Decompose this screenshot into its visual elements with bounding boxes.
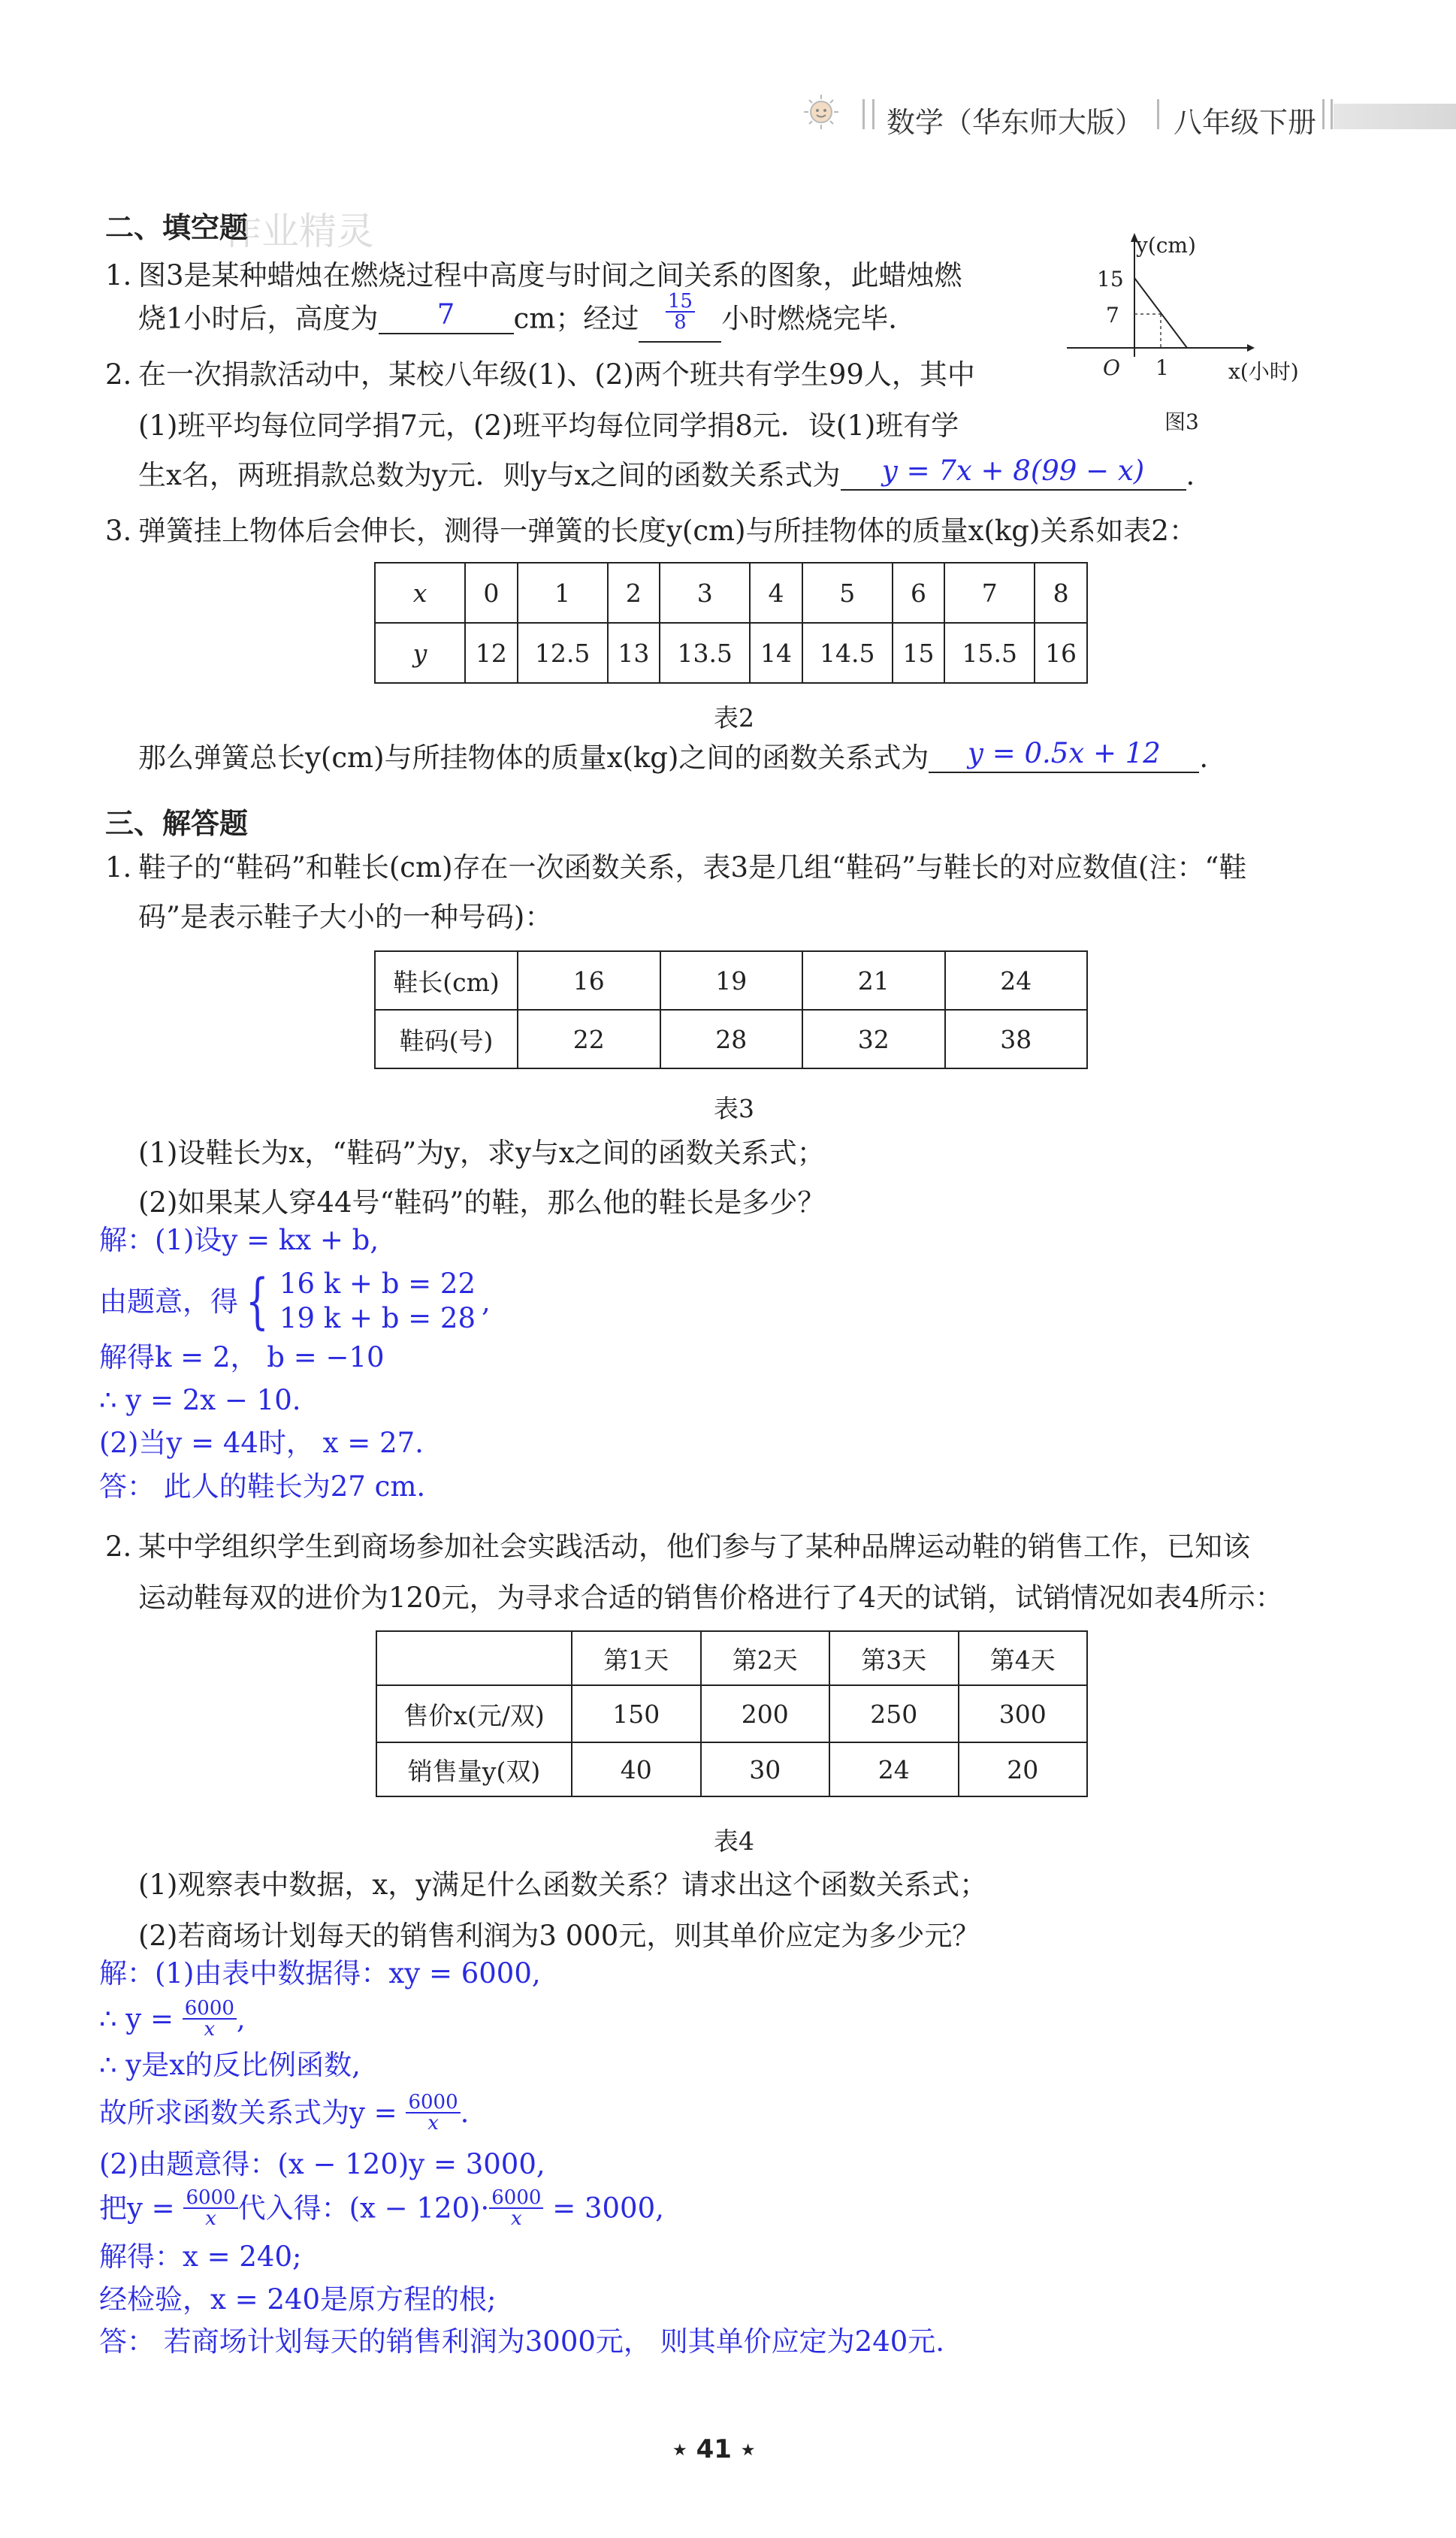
s2-sol-l2b: ,: [236, 2002, 246, 2035]
s2-sol-l3: ∴ y是x的反比例函数,: [99, 2049, 361, 2081]
header-gray-bar: [1334, 104, 1456, 129]
table4-corner: [376, 1631, 572, 1685]
header-divider-1: [862, 99, 875, 129]
q1-answer1: 7: [436, 298, 455, 331]
frac-denominator: x: [427, 2112, 439, 2135]
table2-cell: 3: [660, 563, 750, 623]
s1-eq1: 16 k + b = 22: [279, 1267, 476, 1300]
table2-cell: 14: [750, 623, 802, 683]
table2-cell: 13.5: [660, 623, 750, 683]
graph-origin: O: [1103, 355, 1120, 380]
s1-sol-l1: 解：(1)设y = kx + b,: [99, 1224, 379, 1256]
sun-logo-icon: [802, 93, 840, 131]
table2-cell: 16: [1035, 623, 1087, 683]
s1-sol-l2-text: 由题意，得: [99, 1285, 238, 1318]
header-logo: [802, 93, 840, 131]
s2-sol-l9: 答： 若商场计划每天的销售利润为3000元， 则其单价应定为240元.: [99, 2325, 945, 2358]
table3: [374, 950, 1088, 1069]
s2-sol-l5: (2)由题意得：(x − 120)y = 3000,: [99, 2148, 545, 2180]
page-number-block: [672, 2434, 755, 2464]
s2-line2: 运动鞋每双的进价为120元，为寻求合适的销售价格进行了4天的试销，试销情况如表4所示：: [138, 1582, 1283, 1614]
s1-sol-l4: ∴ y = 2x − 10.: [99, 1384, 301, 1416]
s2-line1: 某中学组织学生到商场参加社会实践活动，他们参与了某种品牌运动鞋的销售工作，已知该: [138, 1530, 1250, 1563]
table2-y-header: y: [375, 623, 465, 683]
graph-x-tick-1: 1: [1155, 355, 1169, 380]
graph-y-tick-7: 7: [1106, 303, 1119, 328]
solve-heading: 三、解答题: [105, 807, 249, 840]
watermark: 作业精灵: [224, 210, 374, 253]
table3-cell: 32: [802, 1010, 945, 1068]
table2-cell: 0: [465, 563, 518, 623]
header-title: 数学（华东师大版）: [887, 106, 1144, 139]
table2-cell: 2: [608, 563, 660, 623]
table2-cell: 4: [750, 563, 802, 623]
table4-cell: 20: [959, 1742, 1088, 1796]
table3-cell: 38: [945, 1010, 1088, 1068]
q1-line2-b: cm；经过: [513, 302, 639, 335]
s2-sol-l6b: 代入得：(x − 120)·: [237, 2192, 490, 2225]
q1-answer2-denominator: 8: [674, 311, 687, 334]
s1-sol-l2-end: ,: [481, 1285, 491, 1318]
table2: [374, 562, 1088, 684]
frac-denominator: x: [204, 2018, 216, 2041]
table2-cell: 7: [944, 563, 1035, 623]
s2-sol-l4: [99, 2092, 469, 2133]
s2-sol-l8: 经检验，x = 240是原方程的根;: [99, 2283, 497, 2316]
s1-sol-l3: 解得k = 2， b = −10: [99, 1341, 385, 1373]
graph-x-label: x(小时): [1228, 359, 1299, 384]
system-brace: {: [246, 1266, 269, 1337]
s1-line1: 鞋子的“鞋码”和鞋长(cm)存在一次函数关系，表3是几组“鞋码”与鞋长的对应数值(注：“鞋: [138, 851, 1247, 884]
table2-cell: 6: [893, 563, 945, 623]
frac-denominator: x: [511, 2207, 522, 2230]
table4-cell: 250: [829, 1685, 959, 1742]
s1-sub2: (2)如果某人穿44号“鞋码”的鞋，那么他的鞋长是多少？: [138, 1186, 826, 1219]
s1-line2: 码”是表示鞋子大小的一种号码)：: [138, 901, 553, 933]
table2-cell: 5: [802, 563, 893, 623]
s2-sol-l6: [99, 2188, 664, 2228]
header-divider-3: [1322, 99, 1333, 129]
table2-x-header: x: [375, 563, 465, 623]
s2-number: 2.: [105, 1530, 132, 1563]
s2-sol-l4a: 故所求函数关系式为y =: [99, 2096, 406, 2129]
q3-line1: 弹簧挂上物体后会伸长，测得一弹簧的长度y(cm)与所挂物体的质量x(kg)关系如表2：: [138, 515, 1197, 547]
s2-sol-l7: 解得：x = 240;: [99, 2240, 302, 2273]
table3-row2-label: 鞋码(号): [375, 1010, 518, 1068]
table4-row1-label: 售价x(元/双): [376, 1685, 572, 1742]
s2-sub2: (2)若商场计划每天的销售利润为3 000元，则其单价应定为多少元？: [138, 1920, 980, 1952]
q3-line2: [138, 737, 1209, 774]
table3-caption: 表3: [714, 1094, 754, 1123]
s2-sol-l1: 解：(1)由表中数据得：xy = 6000,: [99, 1957, 541, 1990]
table4-day: 第4天: [959, 1631, 1088, 1685]
table4: [376, 1630, 1088, 1797]
table2-cell: 12.5: [518, 623, 608, 683]
q2-line3: [138, 455, 1195, 491]
table2-cell: 15: [893, 623, 945, 683]
frac-numerator: 6000: [489, 2188, 543, 2209]
table2-caption: 表2: [714, 703, 754, 733]
table2-cell: 12: [465, 623, 518, 683]
q1-line1: 图3是某种蜡烛在燃烧过程中高度与时间之间关系的图象，此蜡烛燃: [138, 259, 962, 292]
s2-sol-l2a: ∴ y =: [99, 2002, 183, 2035]
q3-answer: y = 0.5x + 12: [968, 737, 1161, 769]
frac-numerator: 6000: [406, 2092, 460, 2113]
table2-cell: 13: [608, 623, 660, 683]
graph-y-tick-15: 15: [1097, 267, 1124, 292]
q2-answer-blank: [841, 455, 1186, 491]
page-number: 41: [696, 2434, 732, 2464]
q2-line3-text: 生x名，两班捐款总数为y元．则y与x之间的函数关系式为: [138, 459, 841, 491]
table2-cell: 14.5: [802, 623, 893, 683]
s1-number: 1.: [105, 851, 132, 884]
q1-answer2-numerator: 15: [666, 292, 695, 313]
table4-day: 第3天: [829, 1631, 959, 1685]
table4-cell: 24: [829, 1742, 959, 1796]
table4-caption: 表4: [714, 1826, 754, 1856]
s1-sol-l2: [99, 1267, 491, 1337]
q2-line1: 在一次捐款活动中，某校八年级(1)、(2)两个班共有学生99人，其中: [138, 358, 975, 391]
table3-cell: 24: [945, 951, 1088, 1010]
table4-day: 第1天: [572, 1631, 701, 1685]
q2-end: .: [1186, 459, 1195, 491]
s1-sub1: (1)设鞋长为x，“鞋码”为y，求y与x之间的函数关系式；: [138, 1137, 825, 1169]
q2-answer: y = 7x + 8(99 − x): [881, 455, 1145, 487]
table3-row1-label: 鞋长(cm): [375, 951, 518, 1010]
q1-number: 1.: [105, 259, 132, 292]
q2-number: 2.: [105, 358, 132, 391]
q1-answer2-blank: [639, 290, 721, 343]
table3-cell: 16: [518, 951, 660, 1010]
s2-sol-l6c: = 3000,: [543, 2192, 664, 2225]
q1-answer1-blank: [379, 298, 514, 334]
graph-caption: 图3: [1164, 409, 1199, 434]
q3-end: .: [1199, 742, 1209, 774]
q2-line2: (1)班平均每位同学捐7元，(2)班平均每位同学捐8元．设(1)班有学: [138, 409, 959, 442]
table3-cell: 22: [518, 1010, 660, 1068]
q1-line2: [138, 290, 917, 343]
table4-row2-label: 销售量y(双): [376, 1742, 572, 1796]
frac-numerator: 6000: [183, 1999, 237, 2020]
table4-day: 第2天: [701, 1631, 830, 1685]
graph-y-label: y(cm): [1136, 233, 1196, 258]
s2-sol-l2: [99, 1999, 246, 2039]
s2-sol-l4b: .: [460, 2096, 470, 2129]
q1-line2-a: 烧1小时后，高度为: [138, 302, 379, 335]
header-grade: 八年级下册: [1174, 106, 1317, 139]
table3-cell: 21: [802, 951, 945, 1010]
s1-sol-l5: (2)当y = 44时， x = 27.: [99, 1427, 424, 1459]
table4-cell: 150: [572, 1685, 701, 1742]
table4-cell: 30: [701, 1742, 830, 1796]
q3-answer-blank: [929, 737, 1199, 773]
s1-eq2: 19 k + b = 28: [279, 1302, 476, 1335]
q1-line2-c: 小时燃烧完毕．: [721, 302, 917, 335]
table4-cell: 300: [959, 1685, 1088, 1742]
table2-cell: 8: [1035, 563, 1087, 623]
s2-sol-l6a: 把y =: [99, 2192, 184, 2225]
table4-cell: 40: [572, 1742, 701, 1796]
table2-cell: 1: [518, 563, 608, 623]
s2-sub1: (1)观察表中数据，x，y满足什么函数关系？请求出这个函数关系式；: [138, 1869, 988, 1901]
fill-heading: 二、填空题: [105, 211, 249, 244]
table3-cell: 19: [660, 951, 803, 1010]
table2-cell: 15.5: [944, 623, 1035, 683]
frac-denominator: x: [205, 2207, 216, 2230]
table4-cell: 200: [701, 1685, 830, 1742]
table3-cell: 28: [660, 1010, 803, 1068]
q3-number: 3.: [105, 515, 132, 547]
frac-numerator: 6000: [183, 2188, 237, 2209]
star-icon: ★: [740, 2441, 756, 2460]
header-divider-2: [1157, 99, 1159, 129]
star-icon: ★: [672, 2441, 687, 2460]
s1-sol-l6: 答： 此人的鞋长为27 cm.: [99, 1470, 426, 1503]
q3-line2-text: 那么弹簧总长y(cm)与所挂物体的质量x(kg)之间的函数关系式为: [138, 742, 929, 774]
